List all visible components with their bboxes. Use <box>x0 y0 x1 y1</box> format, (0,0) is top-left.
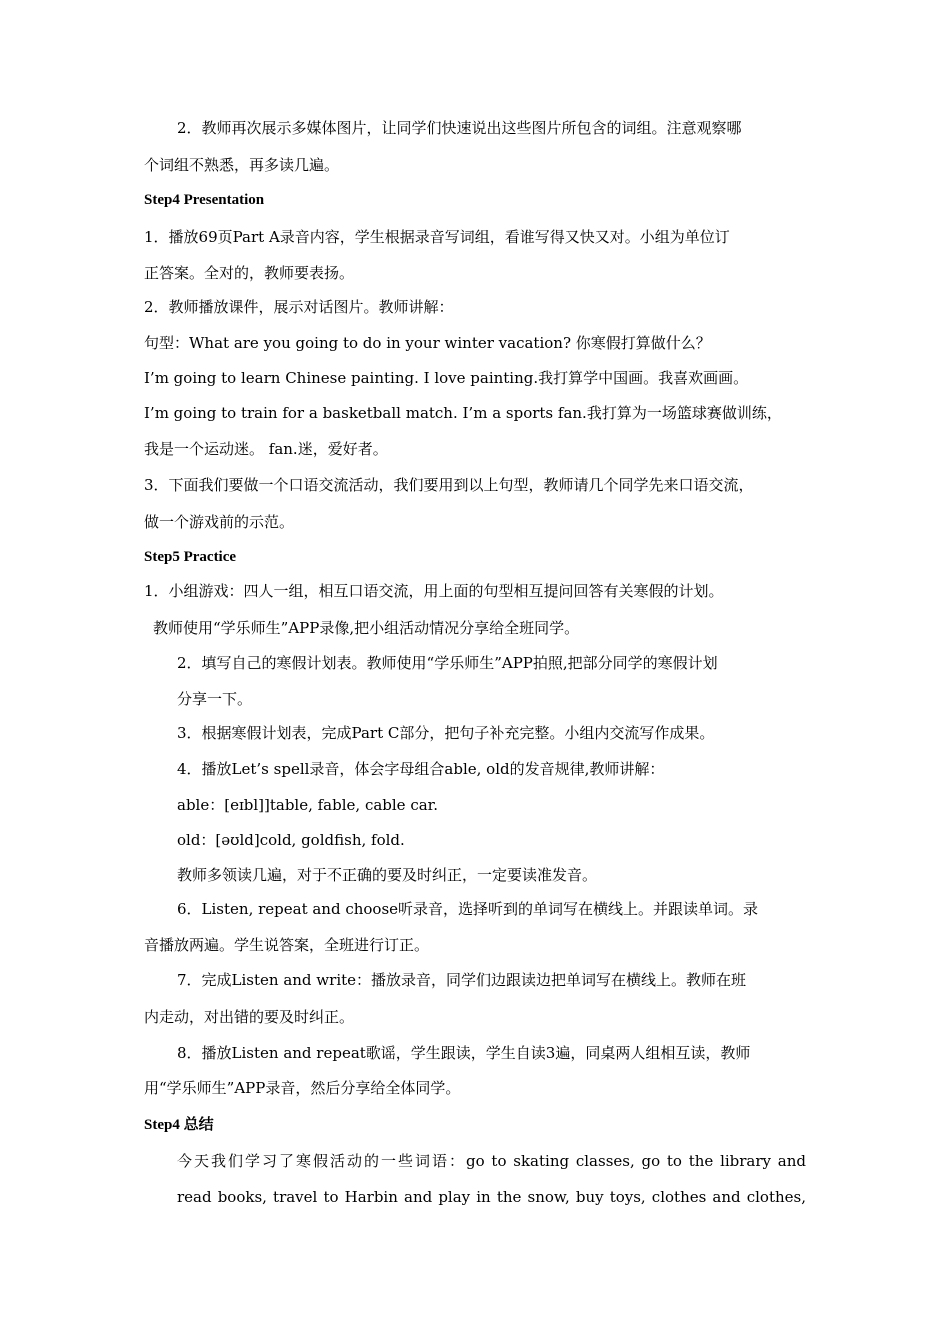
phonics-line-able: able：[eɪbl]]table, fable, cable car. <box>177 796 438 814</box>
paragraph-line: 2．填写自己的寒假计划表。教师使用“学乐师生”APP拍照,把部分同学的寒假计划 <box>177 654 718 672</box>
paragraph-line: 1．播放69页Part A录音内容，学生根据录音写词组，看谁写得又快又对。小组为单位订 <box>144 228 730 246</box>
paragraph-line: 7．完成Listen and write：播放录音，同学们边跟读边把单词写在横线上。教师在班 <box>177 971 747 989</box>
sentence-pattern-question: 句型：What are you going to do in your winter vacation? 你寒假打算做什么？ <box>144 334 711 352</box>
paragraph-line: 6．Listen, repeat and choose听录音，选择听到的单词写在横线上。并跟读单词。录 <box>177 900 759 918</box>
sentence-pattern-answer: I’m going to train for a basketball match. I’m a sports fan.我打算为一场篮球赛做训练， <box>144 404 782 422</box>
section-heading-summary: Step4 总结 <box>144 1117 214 1133</box>
paragraph-line: 教师使用“学乐师生”APP录像,把小组活动情况分享给全班同学。 <box>153 619 580 637</box>
paragraph-line: 个词组不熟悉，再多读几遍。 <box>144 156 340 174</box>
paragraph-line: 8．播放Listen and repeat歌谣，学生跟读，学生自读3遍，同桌两人组相互读，教师 <box>177 1044 751 1062</box>
section-heading-step5: Step5 Practice <box>144 549 237 565</box>
paragraph-line: 4．播放Let’s spell录音，体会字母组合able, old的发音规律,教师讲解： <box>177 760 665 778</box>
paragraph-line: 今天我们学习了寒假活动的一些词语：go to skating classes, go to the library and <box>177 1152 806 1170</box>
phonics-line-old: old：[əʊld]cold, goldfish, fold. <box>177 831 405 849</box>
paragraph-line: 教师多领读几遍，对于不正确的要及时纠正，一定要读准发音。 <box>177 866 598 884</box>
paragraph-line: 1．小组游戏：四人一组，相互口语交流，用上面的句型相互提问回答有关寒假的计划。 <box>144 582 724 600</box>
paragraph-line: 内走动，对出错的要及时纠正。 <box>144 1008 355 1026</box>
paragraph-line: 正答案。全对的，教师要表扬。 <box>144 264 355 282</box>
paragraph-line: 2．教师播放课件，展示对话图片。教师讲解： <box>144 298 454 316</box>
paragraph-line: 我是一个运动迷。 fan.迷，爱好者。 <box>144 440 388 458</box>
paragraph-line: 3．根据寒假计划表，完成Part C部分，把句子补充完整。小组内交流写作成果。 <box>177 724 715 742</box>
paragraph-line: read books, travel to Harbin and play in the snow, buy toys, clothes and clothes, <box>177 1188 806 1206</box>
paragraph-line: 2．教师再次展示多媒体图片，让同学们快速说出这些图片所包含的词组。注意观察哪 <box>177 119 742 137</box>
paragraph-line: 音播放两遍。学生说答案，全班进行订正。 <box>144 936 430 954</box>
paragraph-line: 分享一下。 <box>177 690 253 708</box>
section-heading-step4: Step4 Presentation <box>144 192 265 208</box>
paragraph-line: 做一个游戏前的示范。 <box>144 513 295 531</box>
paragraph-line: 3．下面我们要做一个口语交流活动，我们要用到以上句型，教师请几个同学先来口语交流， <box>144 476 754 494</box>
sentence-pattern-answer: I’m going to learn Chinese painting. I love painting.我打算学中国画。我喜欢画画。 <box>144 369 749 387</box>
paragraph-line: 用“学乐师生”APP录音，然后分享给全体同学。 <box>144 1079 461 1097</box>
